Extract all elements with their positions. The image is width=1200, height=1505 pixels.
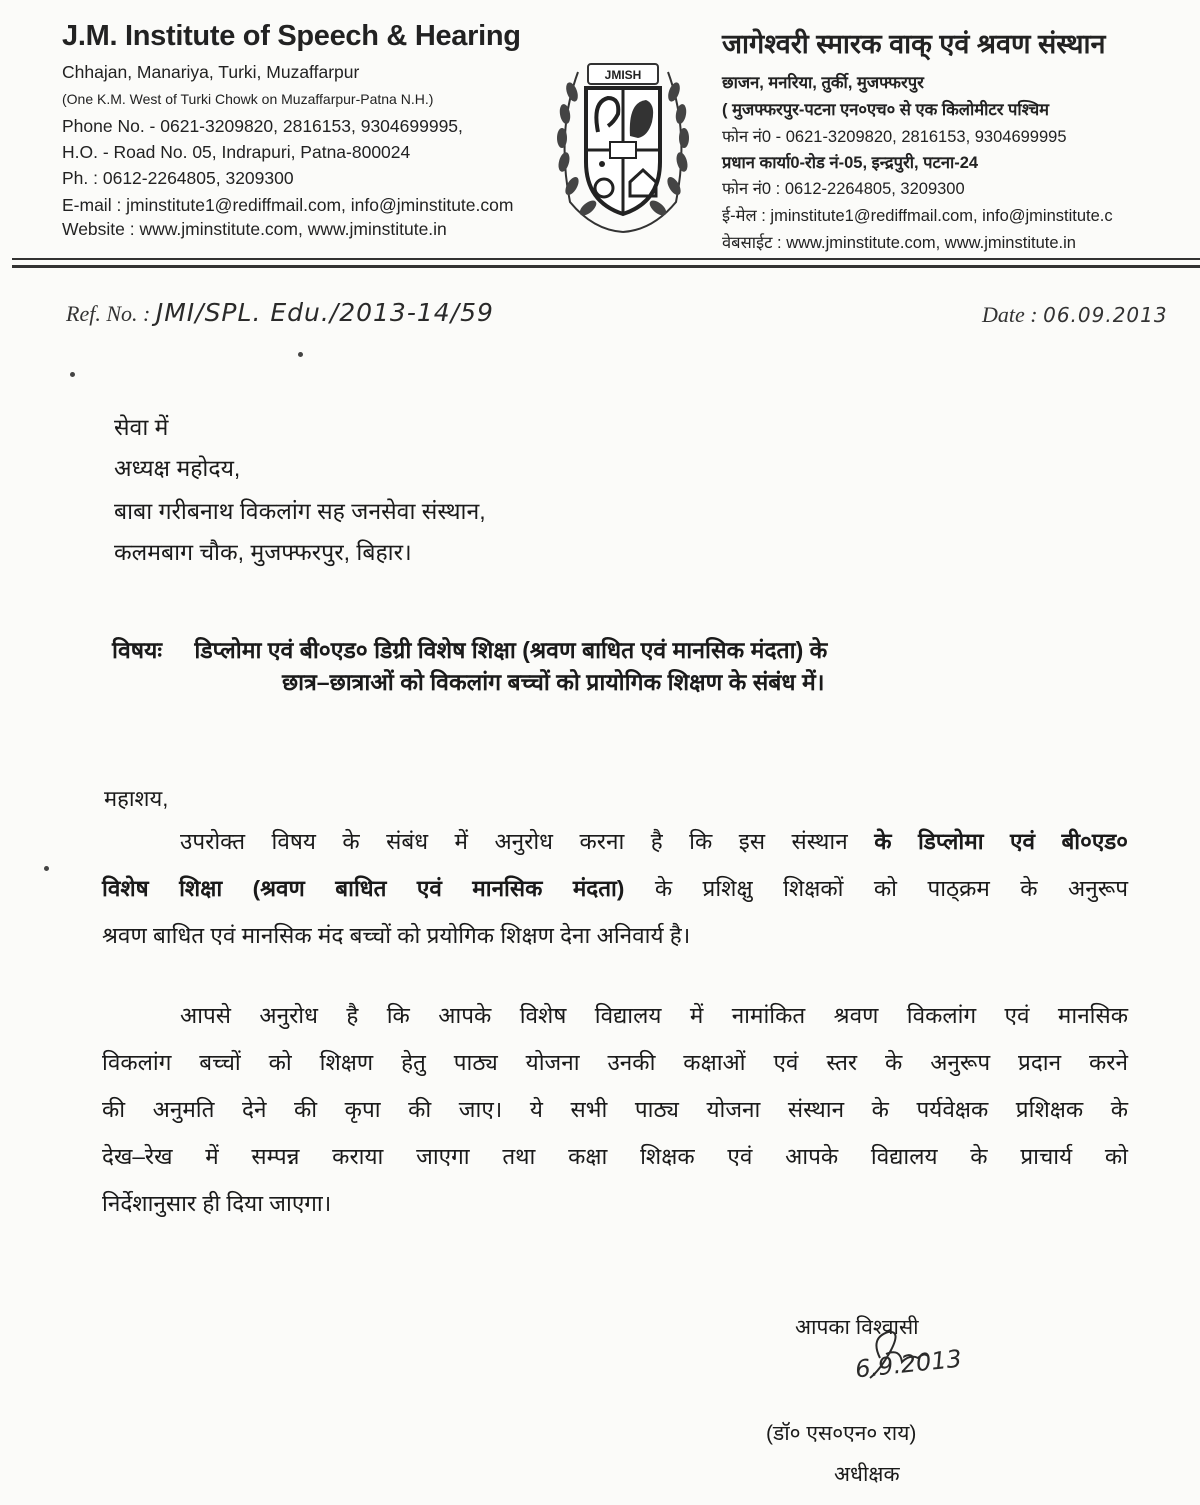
addressee-line-3: बाबा गरीबनाथ विकलांग सह जनसेवा संस्थान, (114, 498, 486, 524)
email-hi: ई-मेल : jminstitute1@rediffmail.com, info@jminstitute.c (722, 207, 1113, 225)
institute-name-en: J.M. Institute of Speech & Hearing (62, 20, 521, 52)
institute-name-hi: जागेश्वरी स्मारक वाक् एवं श्रवण संस्थान (722, 29, 1106, 59)
paragraph-2-line-1: आपसे अनुरोध है कि आपके विशेष विद्यालय में नामांकित श्रवण विकलांग एवं मानसिक (180, 1003, 1128, 1028)
website-hi: वेबसाईट : www.jminstitute.com, www.jminstitute.in (722, 234, 1076, 252)
subject-line-1: डिप्लोमा एवं बी०एड० डिग्री विशेष शिक्षा (श्रवण बाधित एवं मानसिक मंदता) के (194, 637, 828, 663)
scan-dot (70, 372, 75, 377)
location-note-en: (One K.M. West of Turki Chowk on Muzaffarpur-Patna N.H.) (62, 91, 434, 107)
head-office-hi: प्रधान कार्या0-रोड नं-05, इन्द्रपुरी, पटना-24 (722, 154, 979, 172)
closing: आपका विश्वासी (795, 1316, 919, 1339)
scan-dot (298, 352, 303, 357)
email-en: E-mail : jminstitute1@rediffmail.com, info@jminstitute.com (62, 195, 514, 215)
paragraph-2-line-5: निर्देशानुसार ही दिया जाएगा। (102, 1191, 332, 1216)
header-rule-top (12, 258, 1200, 260)
reference-number (66, 298, 494, 327)
signed-date: 6.9.2013 (853, 1344, 964, 1384)
paragraph-1-line-1 (102, 818, 1128, 865)
addressee-line-4: कलमबाग चौक, मुजफ्फरपुर, बिहार। (114, 539, 412, 565)
paragraph-2-line-2: विकलांग बच्चों को शिक्षण हेतु पाठ्य योजना उनकी कक्षाओं एवं स्तर के अनुरूप प्रदान करने (102, 1050, 1128, 1075)
paragraph-1-line-2 (102, 865, 1128, 912)
phone-en: Phone No. - 0621-3209820, 2816153, 9304699995, (62, 116, 463, 136)
date-label: Date : (982, 302, 1038, 327)
signatory-designation: अधीक्षक (834, 1463, 900, 1486)
subject-line-2: छात्र–छात्राओं को विकलांग बच्चों को प्रायोगिक शिक्षण के संबंध में। (282, 669, 825, 695)
p1-l2-text: के प्रशिक्षु शिक्षकों को पाठ्क्रम के अनुरूप (654, 876, 1128, 901)
p1-l1-text: उपरोक्त विषय के संबंध में अनुरोध करना है कि इस संस्थान (180, 829, 848, 854)
signatory-name: (डॉ० एस०एन० राय) (766, 1422, 917, 1445)
salutation: महाशय, (104, 786, 169, 811)
paragraph-2-line-3: की अनुमति देने की कृपा की जाए। ये सभी पाठ्य योजना संस्थान के पर्यवेक्षक प्रशिक्षक के (102, 1097, 1128, 1122)
header-rule-bottom (12, 265, 1200, 268)
addressee-line-2: अध्यक्ष महोदय, (114, 455, 241, 481)
date-value: 06.09.2013 (1043, 303, 1168, 327)
addressee-line-1: सेवा में (114, 414, 169, 440)
address-hi: छाजन, मनरिया, तुर्की, मुजफ्फरपुर (722, 74, 924, 92)
institute-logo (548, 52, 698, 242)
paragraph-2-line-4: देख–रेख में सम्पन्न कराया जाएगा तथा कक्षा शिक्षक एवं आपके विद्यालय के प्राचार्य को (102, 1144, 1128, 1169)
reference-label: Ref. No. : (66, 301, 151, 326)
letter-date (982, 302, 1168, 328)
p1-l2-bold: विशेष शिक्षा (श्रवण बाधित एवं मानसिक मंदता) (102, 876, 625, 901)
paragraph-1 (102, 818, 1128, 959)
paragraph-2 (102, 992, 1128, 1227)
p1-l1-bold: के डिप्लोमा एवं बी०एड० (874, 829, 1128, 854)
website-en: Website : www.jminstitute.com, www.jminstitute.in (62, 219, 447, 239)
logo-text: JMISH (604, 68, 642, 82)
location-note-hi: ( मुजफ्फरपुर-पटना एन०एच० से एक किलोमीटर पश्चिम (722, 101, 1050, 119)
subject-label: विषयः (112, 637, 163, 663)
address-en: Chhajan, Manariya, Turki, Muzaffarpur (62, 62, 360, 82)
ph-en: Ph. : 0612-2264805, 3209300 (62, 168, 294, 188)
subject (112, 634, 1142, 698)
scan-dot (44, 866, 49, 871)
paragraph-1-line-3: श्रवण बाधित एवं मानसिक मंद बच्चों को प्रयोगिक शिक्षण देना अनिवार्य है। (102, 923, 691, 948)
phone-hi: फोन नं0 - 0621-3209820, 2816153, 9304699995 (722, 128, 1067, 146)
ph-hi: फोन नं0 : 0612-2264805, 3209300 (722, 180, 965, 198)
reference-value: JMI/SPL. Edu./2013-14/59 (155, 298, 494, 327)
head-office-en: H.O. - Road No. 05, Indrapuri, Patna-800024 (62, 142, 411, 162)
